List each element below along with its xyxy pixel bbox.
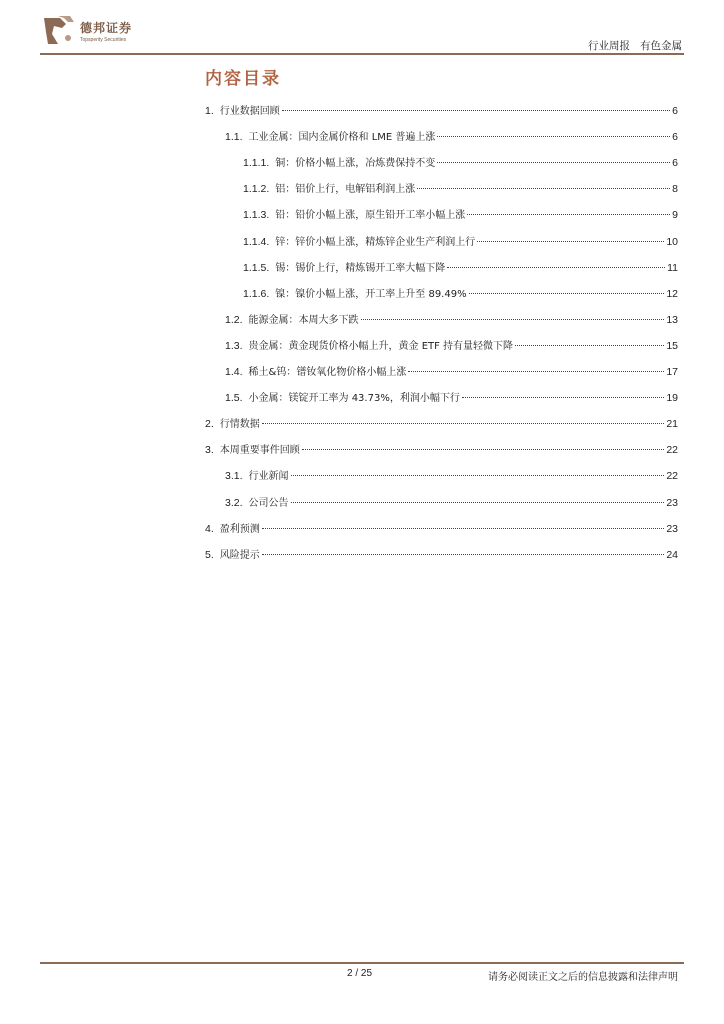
toc-entry-number: 1.3.: [225, 339, 243, 352]
brand-logo: [40, 14, 132, 48]
toc-leader-dots: [437, 136, 670, 137]
toc-entry-page: 10: [666, 235, 678, 248]
toc-entry-page: 13: [666, 313, 678, 326]
page-indicator: 2 / 25: [347, 968, 373, 979]
toc-leader-dots: [291, 475, 665, 476]
toc-entry-number: 3.1.: [225, 470, 243, 483]
toc-entry-page: 11: [667, 261, 678, 274]
toc-entry-title: 行情数据: [219, 419, 260, 431]
toc-entry-title: 工业金属：国内金属价格和 LME 普遍上涨: [248, 132, 436, 144]
toc-leader-dots: [417, 188, 670, 189]
toc-leader-dots: [302, 449, 665, 450]
toc-entry-number: 1.1.5.: [243, 261, 270, 274]
sector-label: 有色金属: [640, 40, 682, 52]
toc-leader-dots: [262, 528, 665, 529]
toc-entry[interactable]: [205, 417, 678, 432]
brand-logo-icon: [40, 14, 76, 48]
toc-entry-number: 1.1.4.: [243, 235, 270, 248]
toc-entry-page: 23: [666, 496, 678, 509]
toc-entry-number: 1.1.3.: [243, 209, 270, 222]
toc-leader-dots: [408, 371, 664, 372]
toc-entry-title: 铝：铝价上行，电解铝利润上涨: [275, 184, 416, 196]
toc-leader-dots: [467, 214, 670, 215]
toc-entry[interactable]: [205, 104, 678, 119]
toc-entry-number: 1.5.: [225, 392, 243, 405]
toc-entry-page: 6: [672, 105, 678, 117]
toc-entry[interactable]: [205, 235, 678, 250]
toc-entry-page: 19: [666, 392, 678, 405]
toc-leader-dots: [262, 554, 665, 555]
toc-entry-number: 3.2.: [225, 496, 243, 509]
toc-entry-page: 23: [666, 522, 678, 535]
toc-title: 内容目录: [205, 69, 281, 89]
header-tags: [588, 38, 682, 53]
toc-entry-number: 1.1.1.: [243, 157, 270, 170]
toc-entry-title: 盈利预测: [219, 523, 260, 535]
toc-entry-number: 1.4.: [225, 366, 243, 378]
toc-entry-page: 6: [672, 157, 678, 170]
toc-leader-dots: [469, 293, 665, 294]
toc-entry-title: 镍：镍价小幅上涨，开工率上升至 89.49%: [275, 288, 467, 300]
toc-entry-number: 1.1.: [225, 131, 243, 144]
toc-entry-page: 22: [666, 444, 678, 457]
toc-entry-title: 贵金属：黄金现货价格小幅上升，黄金 ETF 持有量轻微下降: [248, 340, 514, 352]
toc-entry[interactable]: [205, 287, 678, 302]
report-type: 行业周报: [588, 40, 630, 52]
toc-entry[interactable]: [205, 548, 678, 563]
toc-entry[interactable]: [205, 469, 678, 484]
toc-entry-title: 锡：锡价上行，精炼锡开工率大幅下降: [275, 262, 446, 274]
toc-entry-number: 3.: [205, 444, 214, 457]
toc-leader-dots: [447, 267, 665, 268]
toc-entry-page: 6: [672, 131, 678, 144]
toc-entry[interactable]: [205, 496, 678, 511]
toc-entry-number: 1.: [205, 105, 214, 117]
toc-entry[interactable]: [205, 130, 678, 145]
toc-entry-title: 公司公告: [248, 497, 289, 509]
toc-entry-title: 锌：锌价小幅上涨，精炼锌企业生产利润上行: [275, 236, 476, 248]
toc-entry[interactable]: [205, 182, 678, 197]
toc-entry-page: 8: [672, 183, 678, 196]
toc-entry-number: 5.: [205, 548, 214, 561]
toc-entry[interactable]: [205, 313, 678, 328]
toc-leader-dots: [437, 162, 670, 163]
toc-entry-title: 铅：铅价小幅上涨，原生铅开工率小幅上涨: [275, 210, 466, 222]
toc-entry-page: 9: [672, 209, 678, 222]
toc-entry-title: 行业数据回顾: [219, 106, 280, 117]
toc-entry-page: 24: [666, 548, 678, 561]
footer-divider: [40, 962, 684, 964]
toc-entry-title: 稀土&钨：镨钕氧化物价格小幅上涨: [248, 367, 407, 378]
toc-entry[interactable]: [205, 443, 678, 458]
toc-leader-dots: [361, 319, 665, 320]
toc-entry-title: 行业新闻: [248, 471, 289, 483]
disclaimer-note: 请务必阅读正文之后的信息披露和法律声明: [488, 972, 678, 983]
brand-name-cn: 德邦证券: [80, 21, 133, 35]
toc-entry[interactable]: [205, 339, 678, 354]
toc-leader-dots: [515, 345, 664, 346]
toc-leader-dots: [262, 423, 665, 424]
toc-entry-page: 12: [666, 287, 678, 300]
toc-entry-title: 风险提示: [219, 549, 260, 561]
toc-entry[interactable]: [205, 208, 678, 223]
toc-entry[interactable]: [205, 391, 678, 406]
header-divider: [40, 53, 684, 55]
toc-entry-page: 15: [666, 339, 678, 352]
toc-entry-number: 4.: [205, 522, 214, 535]
toc-leader-dots: [477, 241, 664, 242]
toc-entry[interactable]: [205, 365, 678, 380]
toc-entry-title: 本周重要事件回顾: [219, 445, 300, 457]
toc-entry-number: 1.1.6.: [243, 287, 270, 300]
toc-entry-title: 小金属：镁锭开工率为 43.73%，利润小幅下行: [248, 393, 460, 405]
toc-entry-number: 2.: [205, 418, 214, 431]
toc-entry[interactable]: [205, 156, 678, 171]
toc-entry[interactable]: [205, 522, 678, 537]
toc-entry-page: 22: [666, 470, 678, 483]
toc-leader-dots: [282, 110, 670, 111]
toc-entry[interactable]: [205, 261, 678, 276]
toc-leader-dots: [462, 397, 664, 398]
toc-entry-title: 铜：价格小幅上涨，冶炼费保持不变: [275, 158, 436, 170]
toc-entry-page: 21: [666, 418, 678, 431]
toc-entry-page: 17: [666, 366, 678, 378]
toc-leader-dots: [291, 502, 665, 503]
toc-entry-number: 1.1.2.: [243, 183, 270, 196]
toc-entry-title: 能源金属：本周大多下跌: [248, 314, 359, 326]
toc-entry-number: 1.2.: [225, 313, 243, 326]
brand-name-en: Topsperity Securities: [80, 37, 127, 43]
